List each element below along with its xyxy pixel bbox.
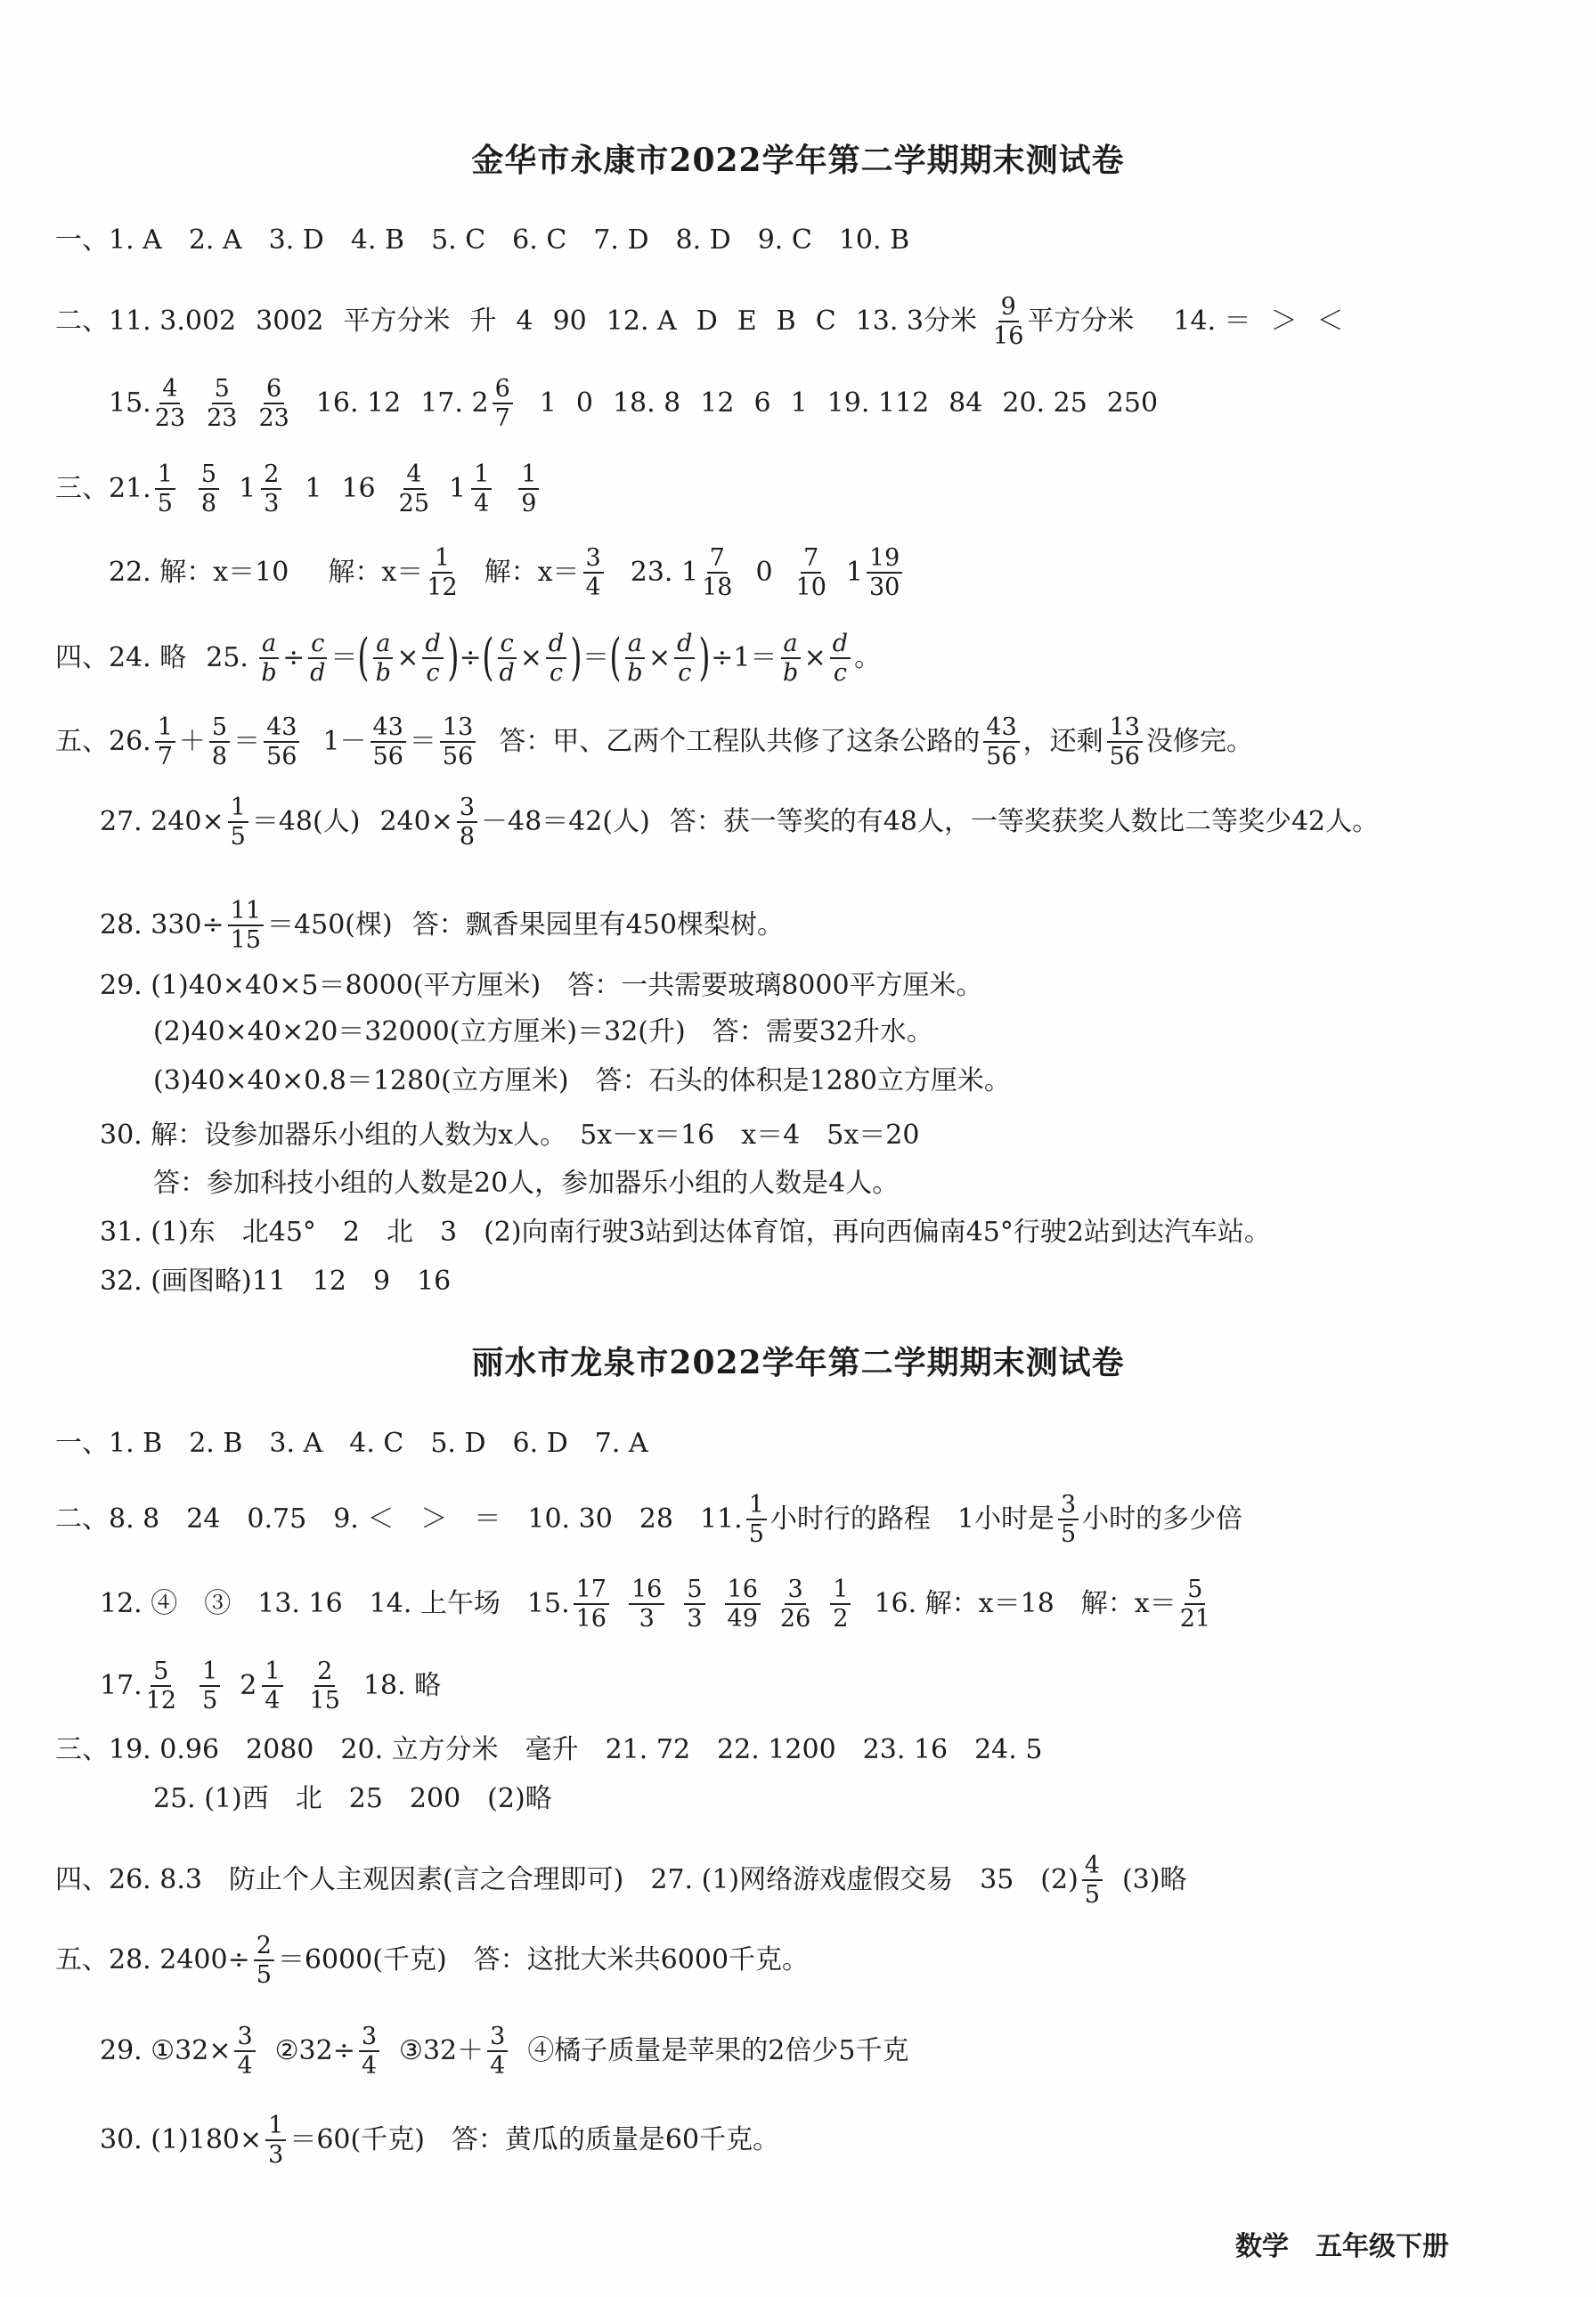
- s2-line-6: 25. (1)西 北 25 200 (2)略: [153, 1783, 552, 1814]
- fraction: 1 9: [518, 461, 539, 517]
- s1-line-2: 二、11. 3.002 3002 平方分米 升 4 90 12. A D E B C 13. 3分米 9 16 平方分米 14. ＝ ＞ ＜: [55, 293, 1344, 351]
- fraction: 19 30: [867, 545, 902, 600]
- s1-line-4: 三、21. 1 5 5 8 1 2 3 1 16 4 25 1 1 4 1 9: [55, 461, 542, 517]
- s1-line-10: 29. (1)40×40×5＝8000(平方厘米) 答：一共需要玻璃8000平方厘米。: [100, 970, 983, 1001]
- fraction: 1 12: [427, 544, 458, 602]
- s1-line-15: 31. (1)东 北45° 2 北 3 (2)向南行驶3站到达体育馆，再向西偏南45°行驶2站到达汽车站。: [100, 1217, 1271, 1248]
- s2-line-3: 12. ④ ③ 13. 16 14. 上午场 15. 17 16 16 3 5 3 16 49 3 26 1 2 16. 解：x＝18 解：x＝ 5 21: [100, 1576, 1211, 1633]
- s1-line-11: (2)40×40×20＝32000(立方厘米)＝32(升) 答：需要32升水。: [153, 1016, 933, 1047]
- fraction: 1 5: [155, 461, 175, 517]
- s2-line-2: 二、8. 8 24 0.75 9. ＜ ＞ ＝ 10. 30 28 11. 1 5 小时行的路程 1小时是 3 5 小时的多少倍: [55, 1491, 1243, 1549]
- s2-line-4: 17. 5 12 1 5 2 1 4 2 15 18. 略: [100, 1658, 442, 1715]
- fraction: 5 23: [207, 375, 238, 433]
- s1-line-5: 22. 解：x＝10 解：x＝ 1 12 解：x＝ 3 4 23. 1 7 18 0 7 10 1 19 30: [109, 545, 906, 600]
- s2-line-10: 30. (1)180× $\frac{1}{3}$ ＝60(千克) 答：黄瓜的质量是60千克。: [100, 2112, 780, 2170]
- s1-line-12: (3)40×40×0.8＝1280(立方厘米) 答：石头的体积是1280立方厘米。: [153, 1065, 1011, 1096]
- fraction: 3 4: [583, 545, 604, 600]
- s1-line-16: 32. (画图略)11 12 9 16: [100, 1266, 452, 1297]
- s1-line-14: 答：参加科技小组的人数是20人，参加器乐小组的人数是4人。: [153, 1168, 900, 1199]
- section1-title: 金华市永康市2022学年第二学期期末测试卷: [471, 142, 1125, 179]
- fraction: 4 25: [398, 460, 430, 518]
- fraction: 9 16: [993, 293, 1024, 351]
- s2-line-7: 四、26. 8.3 防止个人主观因素(言之合理即可) 27. (1)网络游戏虚假交易 35 (2) 4 5 (3)略: [55, 1852, 1187, 1910]
- s1-line-1: 一、1. A 2. A 3. D 4. B 5. C 6. C 7. D 8. D 9. C 10. B: [55, 224, 910, 256]
- fraction: 7 10: [795, 544, 826, 602]
- page-footer: 数学 五年级下册: [1235, 2231, 1449, 2262]
- s1-line-13: 30. 解：设参加器乐小组的人数为x人。 5x－x＝16 x＝4 5x＝20: [100, 1120, 920, 1151]
- s2-line-9: 29. ①32× $\frac{3}{4}$ ②32÷ $\frac{3}{4}$ ③32＋ 3 4 ④橘子质量是苹果的2倍少5千克: [100, 2023, 909, 2081]
- section2-title: 丽水市龙泉市2022学年第二学期期末测试卷: [471, 1344, 1125, 1381]
- fraction: 6 7: [493, 376, 513, 431]
- fraction: 5 8: [199, 461, 219, 517]
- s1-line-3: 15. 4 23 5 23 6 23 16. 12 17. 2 6 7 1 0 18. 8 12 6 1 19. 112 84 20. 25 250: [109, 375, 1159, 433]
- mixed-number: 1 1 4: [449, 461, 495, 517]
- s2-line-8: 五、28. 2400÷ $\frac{2}{5}$ ＝6000(千克) 答：这批大米共6000千克。: [55, 1932, 810, 1990]
- s1-line-7: 五、26. 1 7 ＋ 5 8 ＝ 43 56 1－ 43 56 ＝ 13 56 答：甲、乙两个工程队共修了这条公路的 43 56 ，还剩 13 56 没修完。: [55, 713, 1253, 771]
- s1-line-6: 四、24. 略 25. $\frac{a}{b}$ ÷ $\frac{c}{d}$ ＝ ( $\frac{a}{b}$ × $\frac{d}{c}$ ) ÷ ( $\frac{c}{d}$ × $\frac{d}{c}$ ) ＝ ( $\frac{a}{b}$ × $\frac{d}{c}$ ) ÷1＝ $\frac{a}{b}$ × $\frac{d}{c}$ 。: [55, 629, 882, 688]
- fraction: 7 18: [702, 544, 733, 602]
- s2-line-5: 三、19. 0.96 2080 20. 立方分米 毫升 21. 72 22. 1200 23. 16 24. 5: [55, 1734, 1043, 1765]
- s2-line-1: 一、1. B 2. B 3. A 4. C 5. D 6. D 7. A: [55, 1428, 648, 1459]
- fraction: 4 23: [154, 375, 186, 433]
- s1-line-8: 27. 240× $\frac{1}{5}$ ＝48(人) 240× $\frac{3}{8}$ －48＝42(人) 答：获一等奖的有48人，一等奖获奖人数比二等奖少42人。: [100, 794, 1380, 851]
- fraction: 6 23: [258, 375, 289, 433]
- s1-line-9: 28. 330÷ $\frac{11}{15}$ ＝450(棵) 答：飘香果园里有450棵梨树。: [100, 897, 784, 955]
- mixed-number: 1 2 3: [239, 461, 285, 517]
